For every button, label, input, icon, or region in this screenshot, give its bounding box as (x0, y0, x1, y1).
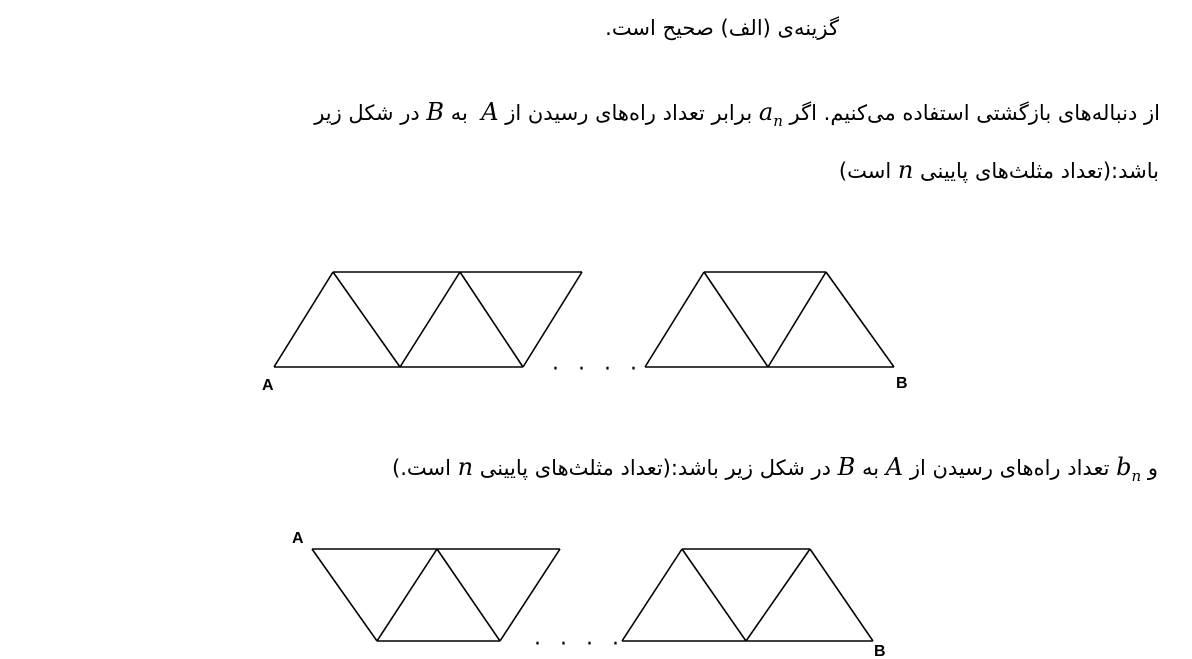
fig2-diag (682, 549, 746, 641)
second-text-1: تعداد راه‌های رسیدن از (909, 456, 1110, 480)
point-b-2: B (837, 453, 856, 481)
intro-text-4: در شکل زیر (314, 101, 420, 125)
fig2-diag (500, 549, 560, 641)
fig2-diag (437, 549, 500, 641)
intro-text-1: از دنباله‌های بازگشتی استفاده می‌کنیم. اگر (789, 101, 1160, 125)
second-text-4: است.) (392, 456, 451, 480)
fig1-ellipsis: · · · · (552, 357, 643, 382)
point-a: A (481, 98, 499, 126)
intro-text-3: به (450, 101, 468, 125)
variable-a: $a_n$ (758, 98, 783, 130)
fig2-diag (312, 549, 377, 641)
second-text-3: در شکل زیر باشد:(تعداد مثلث‌های پایینی (479, 456, 831, 480)
second-text-2: به (862, 456, 880, 480)
variable-n-2: n (457, 453, 474, 481)
fig2-diag (377, 549, 437, 641)
fig2-label-end: B (874, 643, 886, 659)
intro-text-5: باشد:(تعداد مثلث‌های پایینی (920, 159, 1159, 183)
fig2-diag (622, 549, 682, 641)
intro-text-2: برابر تعداد راه‌های رسیدن از (505, 101, 753, 125)
second-text-0: و (1147, 456, 1158, 480)
answer-text: گزینه‌ی (الف) صحیح است. (605, 16, 839, 40)
fig2-diag (810, 549, 873, 641)
variable-b: $b_n$ (1116, 453, 1142, 485)
fig2-ellipsis: · · · · (534, 632, 625, 657)
fig2-diag (746, 549, 810, 641)
point-b: B (426, 98, 445, 126)
fig2-label-start: A (292, 530, 304, 547)
variable-n: n (897, 156, 914, 184)
fig1-label-start: A (262, 377, 274, 394)
point-a-2: A (885, 453, 904, 481)
intro-text-6: است) (838, 159, 892, 183)
fig1-label-end: B (896, 375, 908, 392)
